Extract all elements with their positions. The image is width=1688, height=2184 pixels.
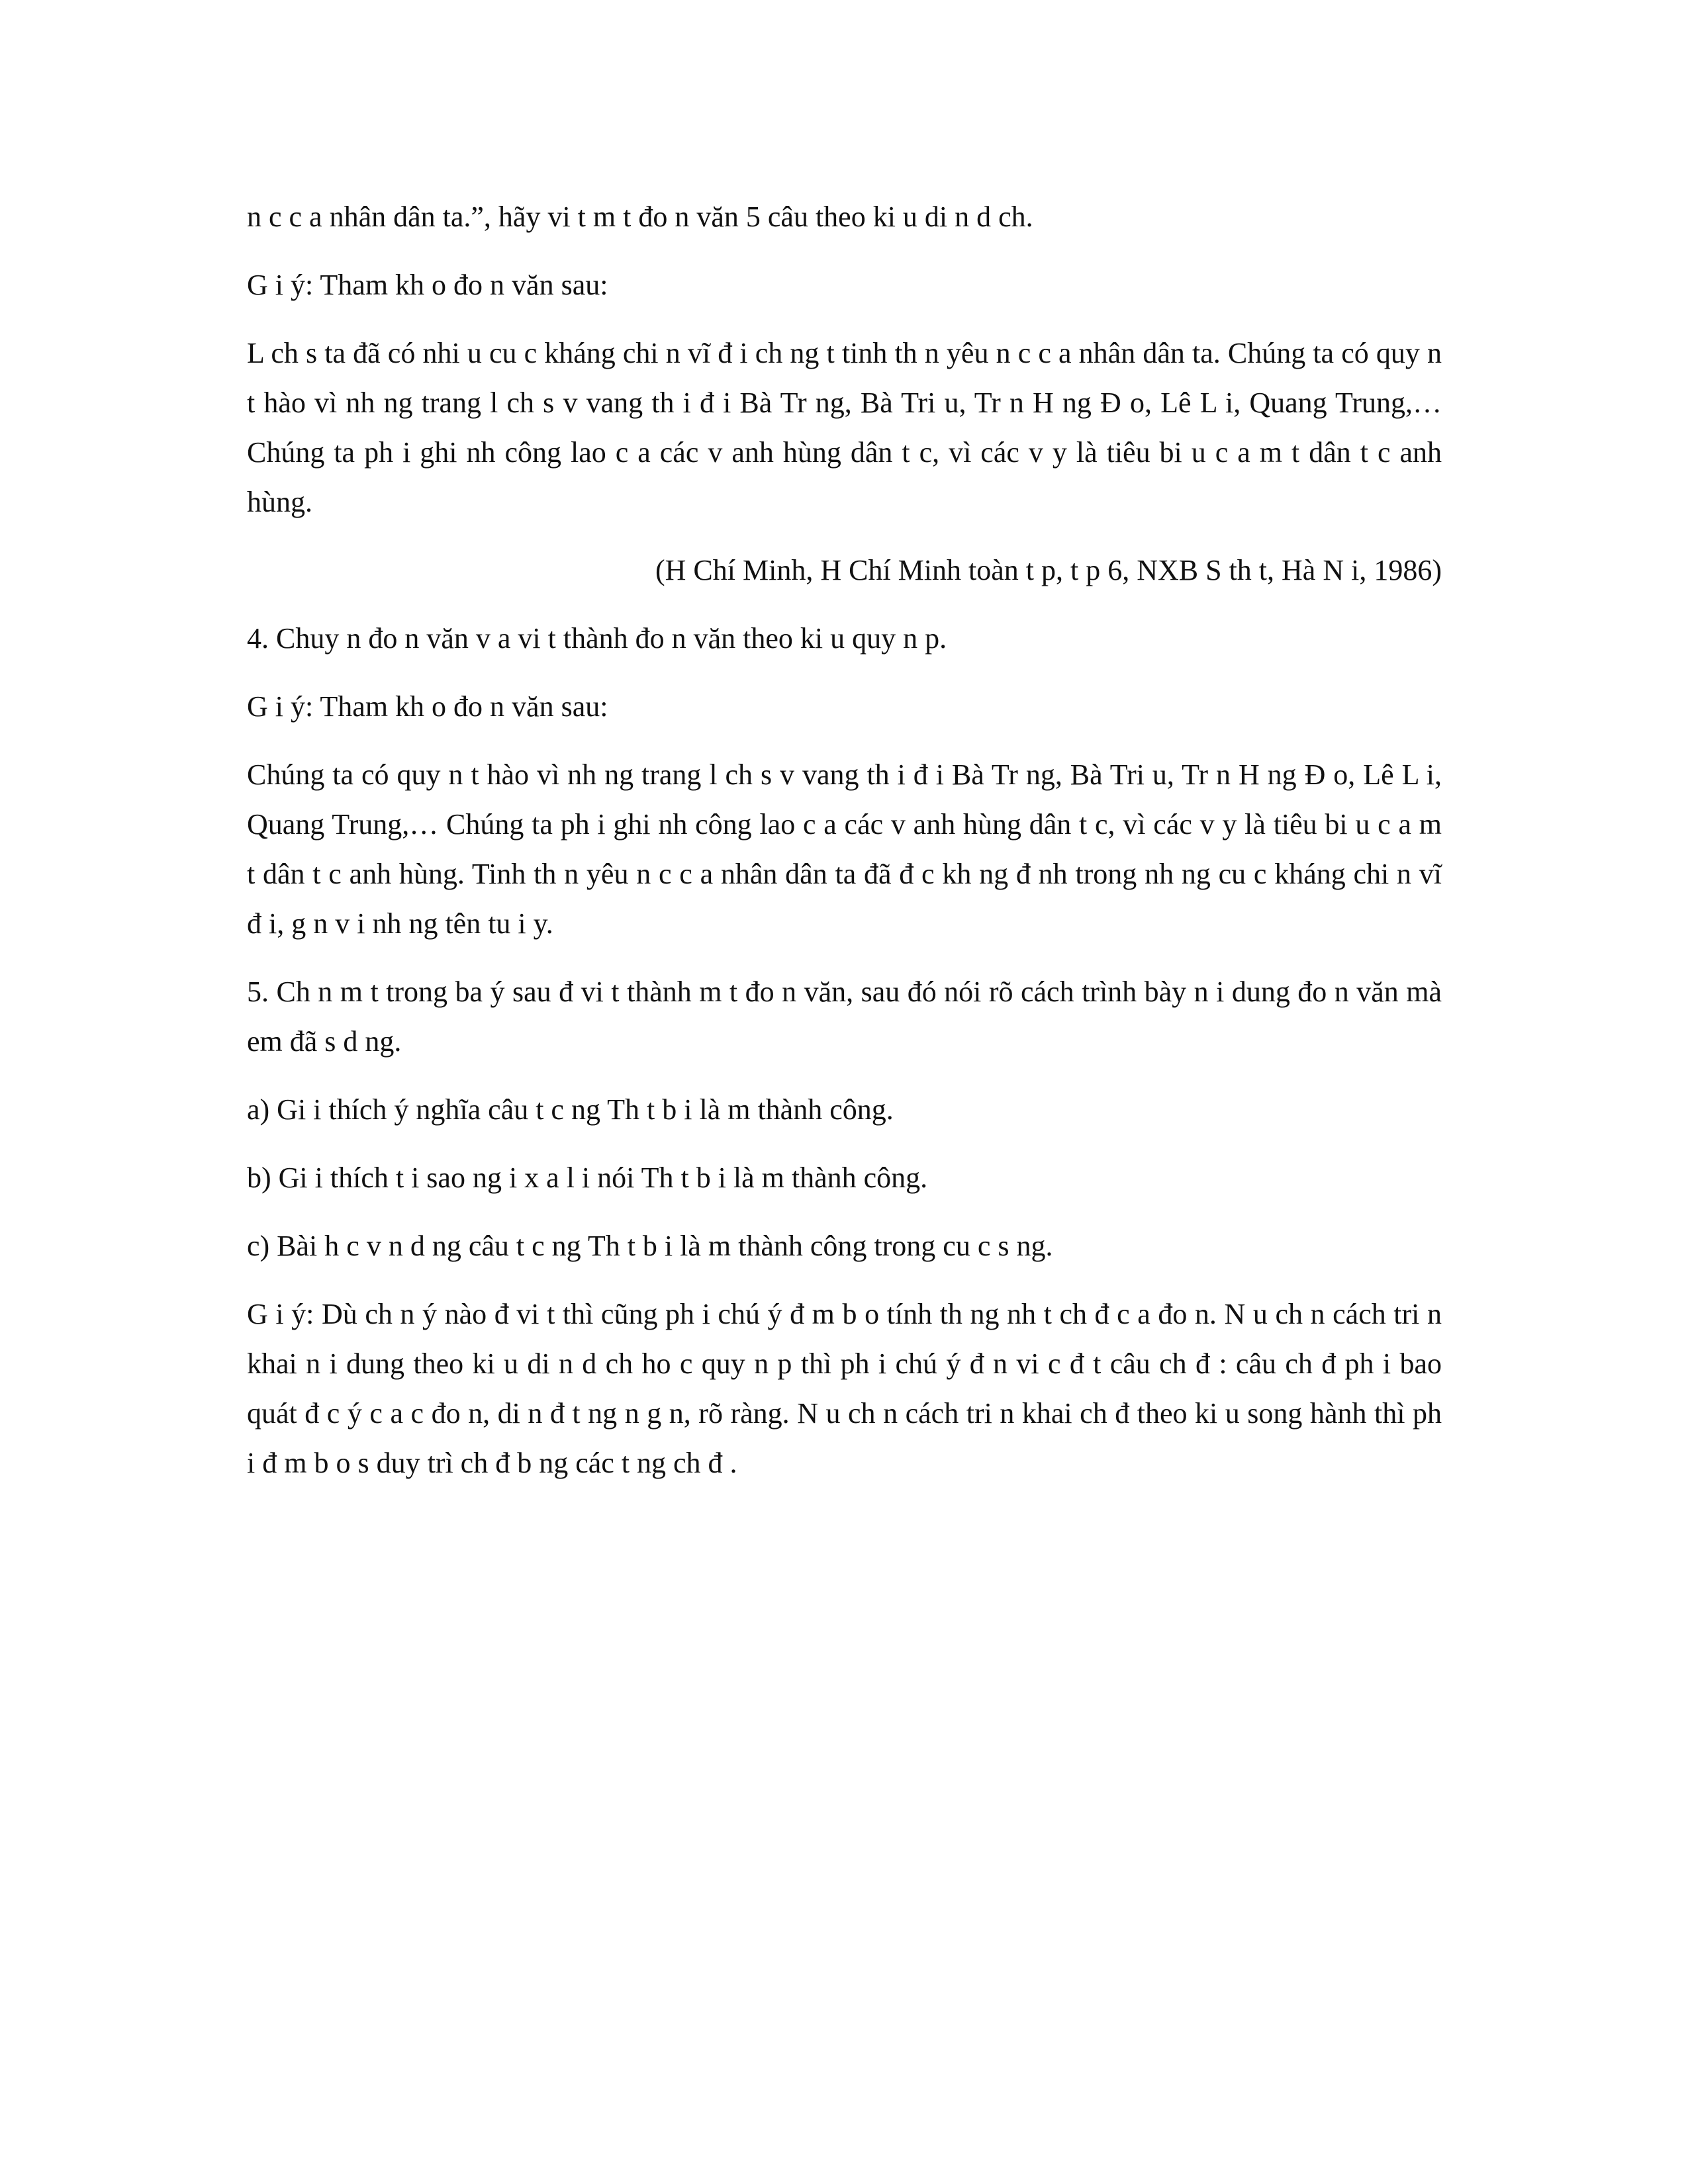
paragraph-option-b: b) Gi i thích t i sao ng i x a l i nói Th t b i là m thành công. bbox=[247, 1161, 928, 1194]
paragraph-question-5: 5. Ch n m t trong ba ý sau đ vi t thành m t đo n văn, sau đó nói rõ cách trình bày n i dung đo n văn mà em đã s d ng. bbox=[247, 976, 1442, 1058]
paragraph-task-intro: n c c a nhân dân ta.”, hãy vi t m t đo n văn 5 câu theo ki u di n d ch. bbox=[247, 201, 1033, 233]
paragraph-hint-final: G i ý: Dù ch n ý nào đ vi t thì cũng ph i chú ý đ m b o tính th ng nh t ch đ c a đo n. N u ch n cách tri n khai n i dung theo ki u di n d ch ho c quy n p thì ph i chú ý đ n vi c đ t câu ch đ : câu ch đ ph i bao quát đ c ý c a c đo n, di n đ t ng n g n, rõ ràng. N u ch n cách tri n khai ch đ theo ki u song hành thì ph i đ m b o s duy trì ch đ b ng các t ng ch đ . bbox=[247, 1298, 1442, 1479]
document-body bbox=[247, 192, 1442, 1506]
paragraph-option-c: c) Bài h c v n d ng câu t c ng Th t b i là m thành công trong cu c s ng. bbox=[247, 1230, 1053, 1262]
paragraph-option-a: a) Gi i thích ý nghĩa câu t c ng Th t b i là m thành công. bbox=[247, 1093, 894, 1126]
paragraph-question-4: 4. Chuy n đo n văn v a vi t thành đo n văn theo ki u quy n p. bbox=[247, 622, 947, 655]
paragraph-hint-label: G i ý: Tham kh o đo n văn sau: bbox=[247, 269, 608, 301]
paragraph-sample-deductive: L ch s ta đã có nhi u cu c kháng chi n vĩ đ i ch ng t tinh th n yêu n c c a nhân dân ta. Chúng ta có quy n t hào vì nh ng trang l ch s v vang th i đ i Bà Tr ng, Bà Tri u, Tr n H ng Đ o, Lê L i, Quang Trung,… Chúng ta ph i ghi nh công lao c a các v anh hùng dân t c, vì các v y là tiêu bi u c a m t dân t c anh hùng. bbox=[247, 337, 1442, 518]
paragraph-citation: (H Chí Minh, H Chí Minh toàn t p, t p 6, NXB S th t, Hà N i, 1986) bbox=[655, 554, 1442, 586]
paragraph-sample-inductive: Chúng ta có quy n t hào vì nh ng trang l ch s v vang th i đ i Bà Tr ng, Bà Tri u, Tr n H ng Đ o, Lê L i, Quang Trung,… Chúng ta ph i ghi nh công lao c a các v anh hùng dân t c, vì các v y là tiêu bi u c a m t dân t c anh hùng. Tinh th n yêu n c c a nhân dân ta đã đ c kh ng đ nh trong nh ng cu c kháng chi n vĩ đ i, g n v i nh ng tên tu i y. bbox=[247, 758, 1442, 940]
paragraph-hint-label-2: G i ý: Tham kh o đo n văn sau: bbox=[247, 690, 608, 723]
